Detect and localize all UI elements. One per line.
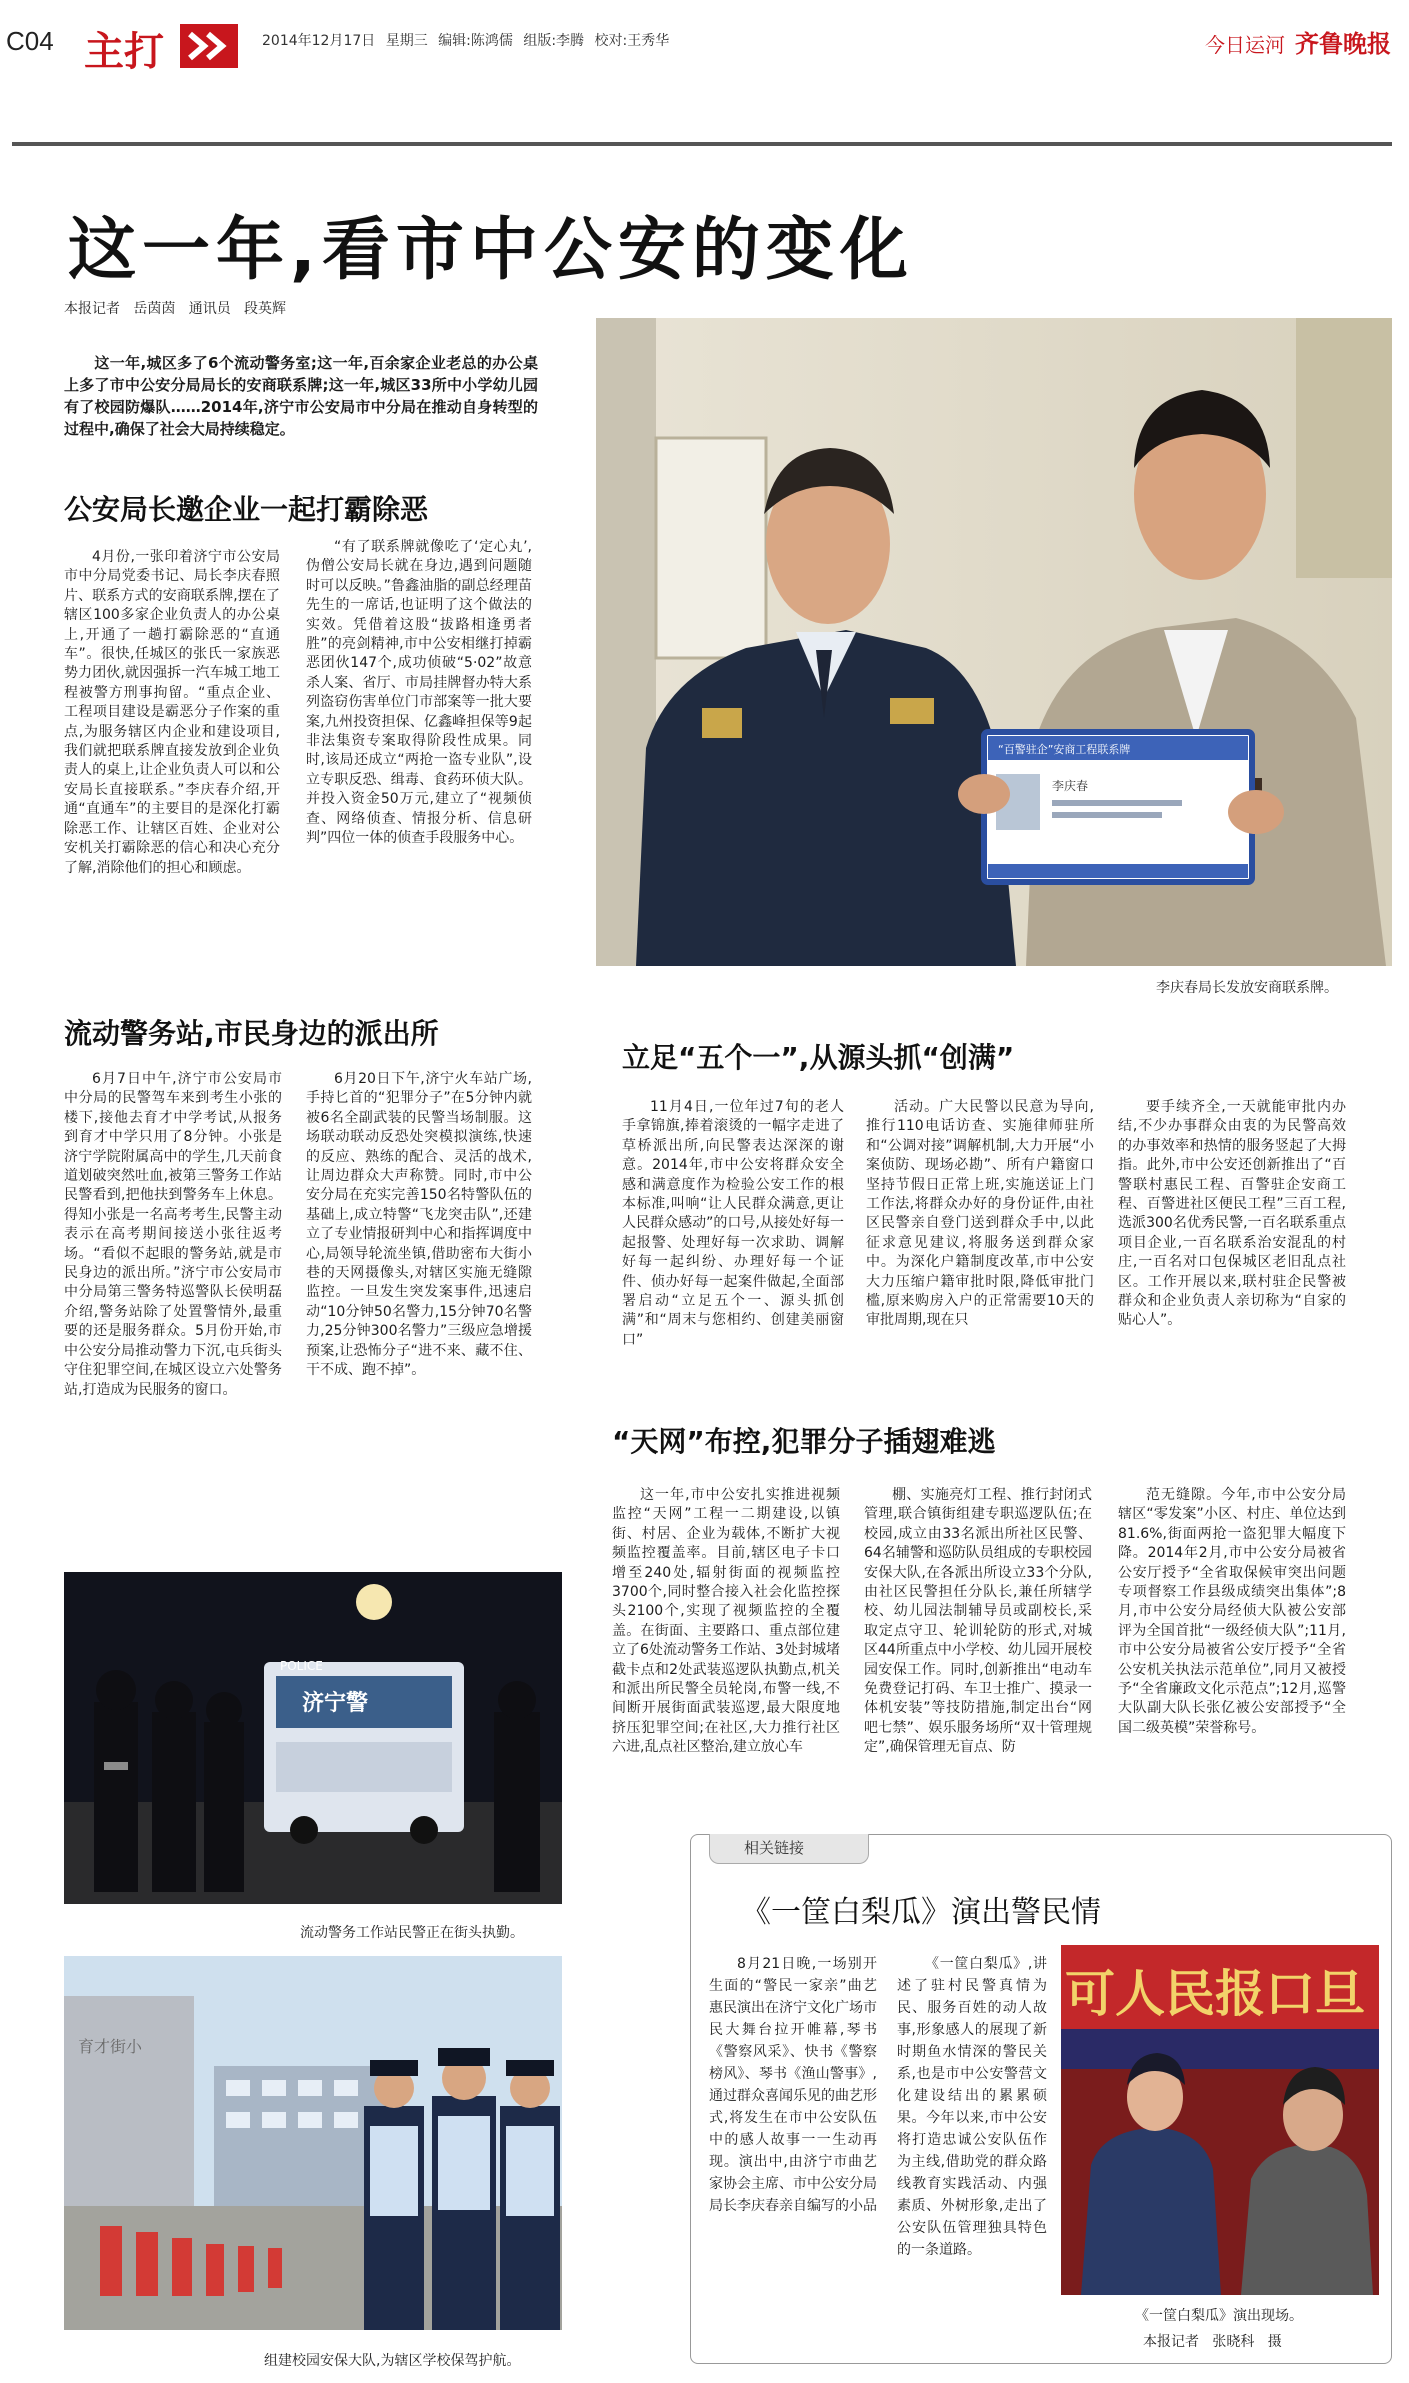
photo-school-illustration [64, 1956, 562, 2330]
section4-col1: 这一年,市中公安扎实推进视频监控“天网”工程一二期建设,以镇街、村居、企业为载体,不断扩大视频监控覆盖率。目前,辖区电子卡口增至240处,辐射街面的视频监控3700个,同时整合接入社会化监控探头2100个,实现了视频监控的全覆盖。在街面、主要路口、重点部位建立了6处流动警务工作站、3处封城堵截卡点和2处武装巡逻队执勤点,机关和派出所民警全员轮岗,布警一线,不间断开展街面武装巡逻,最大限度地挤压犯罪空间;在社区,大力推行社区六进,乱点社区整治,建立放心车 [612, 1487, 840, 1756]
page-number: C04 [6, 26, 54, 56]
card-name: 李庆春 [1052, 779, 1089, 793]
photo-main-illustration [596, 318, 1392, 966]
section3-col3: 要手续齐全,一天就能审批内办结,不少办事群众由衷的为民警高效的办事效率和热情的服务竖起了大拇指。此外,市中公安还创新推出了“百警联村惠民工程、百警驻企安商工程、百警进社区便民工程”三百工程,选派300名优秀民警,一百名联系重点项目企业,一百名联系治安混乱的村庄,一百名对口包保城区老旧乱点社区。工作开展以来,联村驻企民警被群众和企业负责人亲切称为“自家的贴心人”。 [1118, 1099, 1346, 1329]
section1-col1: 4月份,一张印着济宁市公安局市中分局党委书记、局长李庆春照片、联系方式的安商联系牌,摆在了辖区100多家企业负责人的办公桌上,开通了一趟打霸除恶的“直通车”。很快,任城区的张氏一家族恶势力团伙,就因强拆一汽车城工地工程被警方刑事拘留。“重点企业、工程项目建设是霸恶分子作案的重点,为服务辖区内企业和建设项目,我们就把联系牌直接发放到企业负责人的桌上,让企业负责人可以和公安局长直接联系。”李庆春介绍,开通“直通车”的主要目的是深化打霸除恶工作、让辖区百姓、企业对公安机关打霸除恶的信心和决心充分了解,消除他们的担心和顾虑。 [64, 549, 280, 876]
related-tab: 相关链接 [709, 1834, 869, 1864]
section1-col2: “有了联系牌就像吃了‘定心丸’,伪僧公安局长就在身边,遇到问题随时可以反映。”鲁鑫油脂的副总经理苗先生的一席话,也证明了这个做法的实效。凭借着这股“拔路相逢勇者胜”的亮剑精神,市中公安相继打掉霸恶团伙147个,成功侦破“5·02”故意杀人案、省厅、市局挂牌督办特大系列盗窃伤害单位门市部案等一批大要案,九州投资担保、亿鑫峰担保等9起非法集资专案取得阶段性成果。同时,该局还成立“两抢一盗专业队”,设立专职反恐、缉毒、食药环侦大队。并投入资金50万元,建立了“视频侦查、网络侦查、情报分析、信息研判”四位一体的侦查手段服务中心。 [306, 539, 532, 847]
related-col2: 《一筐白梨瓜》,讲述了驻村民警真情为民、服务百姓的动人故事,形象感人的展现了新时期鱼水情深的警民关系,也是市中公安警营文化建设结出的累累硕果。今年以来,市中公安将打造忠诚公安队伍作为主线,借助党的群众路线教育实践活动、内强素质、外树形象,走出了公安队伍管理独具特色的一条道路。 [897, 1956, 1047, 2258]
section3-col2: 活动。广大民警以民意为导向,推行110电话访查、实施律师驻所和“公调对接”调解机制,大力开展“小案侦防、现场必勘”、所有户籍窗口坚持节假日正常上班,实施送证上门工作法,将群众办好的身份证件,由社区民警亲自登门送到群众手中,以此征求意见建议,将服务送到群众家中。为深化户籍制度改革,市中公安大力压缩户籍审批时限,降低审批门槛,原来购房入户的正常需要10天的审批周期,现在只 [866, 1099, 1094, 1329]
card-title: “百警驻企”安商工程联系牌 [998, 743, 1131, 756]
headline: 这一年,看市中公安的变化 [68, 211, 914, 290]
section2-col1: 6月7日中午,济宁市公安局市中分局的民警驾车来到考生小张的楼下,接他去育才中学考试,从报务到育才中学只用了8分钟。小张是济宁学院附属高中的学生,几天前食道划破突然吐血,被第三警务工作站民警看到,把他扶到警务车上休息。得知小张是一名高考考生,民警主动表示在高考期间接送小张往返考场。“看似不起眼的警务站,就是市民身边的派出所。”济宁市公安局市中分局第三警务特巡警队长侯明磊介绍,警务站除了处置警情外,最重要的还是服务群众。5月份开始,市中公安分局推动警力下沉,屯兵街头守住犯罪空间,在城区设立六处警务站,打造成为民服务的窗口。 [64, 1071, 282, 1398]
caption-night-photo: 流动警务工作站民警正在街头执勤。 [300, 1925, 524, 1941]
header-rule [12, 142, 1392, 146]
photo-main [596, 318, 1392, 966]
caption-main-photo: 李庆春局长发放安商联系牌。 [1156, 980, 1338, 996]
bus-sign: 济宁警 [302, 1691, 369, 1716]
section2-col2: 6月20日下午,济宁火车站广场,手持匕首的“犯罪分子”在5分钟内就被6名全副武装的民警当场制服。这场联动联动反恐处突模拟演练,快速的反应、熟练的配合、灵活的战术,让周边群众大声称赞。同时,市中公安分局在充实完善150名特警队伍的基础上,成立特警“飞龙突击队”,还建立了专业情报研判中心和指挥调度中心,局领导轮流坐镇,借助密布大街小巷的天网摄像头,对辖区实施无缝隙监控。一旦发生突发案事件,迅速启动“10分钟50名警力,15分钟70名警力,25分钟300名警力”三级应急增援预案,让恐怖分子“进不来、藏不住、干不成、跑不掉”。 [306, 1071, 532, 1379]
chevron-icon [180, 24, 238, 68]
section1-title: 公安局长邀企业一起打霸除恶 [64, 493, 429, 526]
lead-paragraph: 这一年,城区多了6个流动警务室;这一年,百余家企业老总的办公桌上多了市中公安分局局长的安商联系牌;这一年,城区33所中小学幼儿园有了校园防爆队……2014年,济宁市公安局市中分局在推动自身转型的过程中,确保了社会大局持续稳定。 [64, 354, 538, 438]
related-title: 《一筐白梨瓜》演出警民情 [741, 1895, 1101, 1930]
police-sign: POLICE [280, 1659, 323, 1673]
section2-title: 流动警务站,市民身边的派出所 [64, 1017, 439, 1050]
newspaper-brand [1205, 24, 1391, 59]
photo-stage [1061, 1945, 1379, 2295]
caption-stage-photo-2: 本报记者 张晓科 摄 [1143, 2334, 1282, 2350]
brand-name: 齐鲁晚报 [1295, 29, 1391, 58]
photo-school-guard [64, 1956, 562, 2330]
contact-card [984, 732, 1252, 882]
issue-meta: 2014年12月17日 星期三 编辑:陈鸿儒 组版:李腾 校对:王秀华 [262, 33, 670, 49]
school-sign: 育才街小 [78, 2037, 143, 2056]
stage-banner: 可人民报口旦 [1065, 1965, 1365, 2023]
section-label: 主打 [84, 29, 164, 75]
section4-title: “天网”布控,犯罪分子插翅难逃 [612, 1425, 996, 1458]
related-box [690, 1834, 1392, 2364]
section4-col2: 棚、实施亮灯工程、推行封闭式管理,联合镇街组建专职巡逻队伍;在校园,成立由33名派出所社区民警、64名辅警和巡防队员组成的专职校园安保大队,在各派出所设立33个分队,由社区民警担任分队长,兼任所辖学校、幼儿园法制辅导员或副校长,采取定点守卫、轮训轮防的形式,对城区44所重点中小学校、幼儿园开展校园安保工作。同时,创新推出“电动车免费登记打码、车卫士推广、摸录一体机安装”等技防措施,制定出台“网吧七禁”、娱乐服务场所“双十管理规定”,确保管理无盲点、防 [864, 1487, 1092, 1756]
photo-night-patrol [64, 1572, 562, 1904]
photo-stage-illustration [1061, 1945, 1379, 2295]
caption-school-photo: 组建校园安保大队,为辖区学校保驾护航。 [264, 2353, 521, 2369]
page-header [0, 0, 1409, 80]
section3-title: 立足“五个一”,从源头抓“创满” [622, 1041, 1015, 1074]
related-col1: 8月21日晚,一场别开生面的“警民一家亲”曲艺惠民演出在济宁文化广场市民大舞台拉开帷幕,琴书《警察风采》、快书《警察榜风》、琴书《渔山警事》,通过群众喜闻乐见的曲艺形式,将发生在市中公安队伍中的感人故事一一生动再现。演出中,由济宁市曲艺家协会主席、市中公安分局局长李庆春亲自编写的小品 [709, 1956, 877, 2214]
byline: 本报记者 岳茵茵 通讯员 段英辉 [64, 301, 287, 317]
section4-col3: 范无缝隙。今年,市中公安分局辖区“零发案”小区、村庄、单位达到81.6%,街面两抢一盗犯罪大幅度下降。2014年2月,市中公安分局被省公安厅授予“全省取保候审突出问题专项督察工作县级成绩突出集体”;8月,市中公安分局经侦大队被公安部评为全国首批“一级经侦大队”;11月,市中公安分局被省公安厅授予“全省公安机关执法示范单位”,同月又被授予“全省廉政文化示范点”;12月,巡警大队副大队长张亿被公安部授予“全国二级英模”荣誉称号。 [1118, 1487, 1346, 1736]
brand-small: 今日运河 [1205, 33, 1285, 57]
photo-night-illustration [64, 1572, 562, 1904]
section3-col1: 11月4日,一位年过7旬的老人手拿锦旗,捧着滚烫的一幅字走进了草桥派出所,向民警表达深深的谢意。2014年,市中公安将群众安全感和满意度作为检验公安工作的根本标准,叫响“让人民群众满意,更让人民群众感动”的口号,从接处好每一起报警、处理好每一次求助、调解好每一起纠纷、办理好每一个证件、侦办好每一起案件做起,全面部署启动“立足五个一、源头抓创满”和“周末与您相约、创建美丽窗口” [622, 1099, 844, 1348]
caption-stage-photo-1: 《一筐白梨瓜》演出现场。 [1135, 2308, 1303, 2324]
